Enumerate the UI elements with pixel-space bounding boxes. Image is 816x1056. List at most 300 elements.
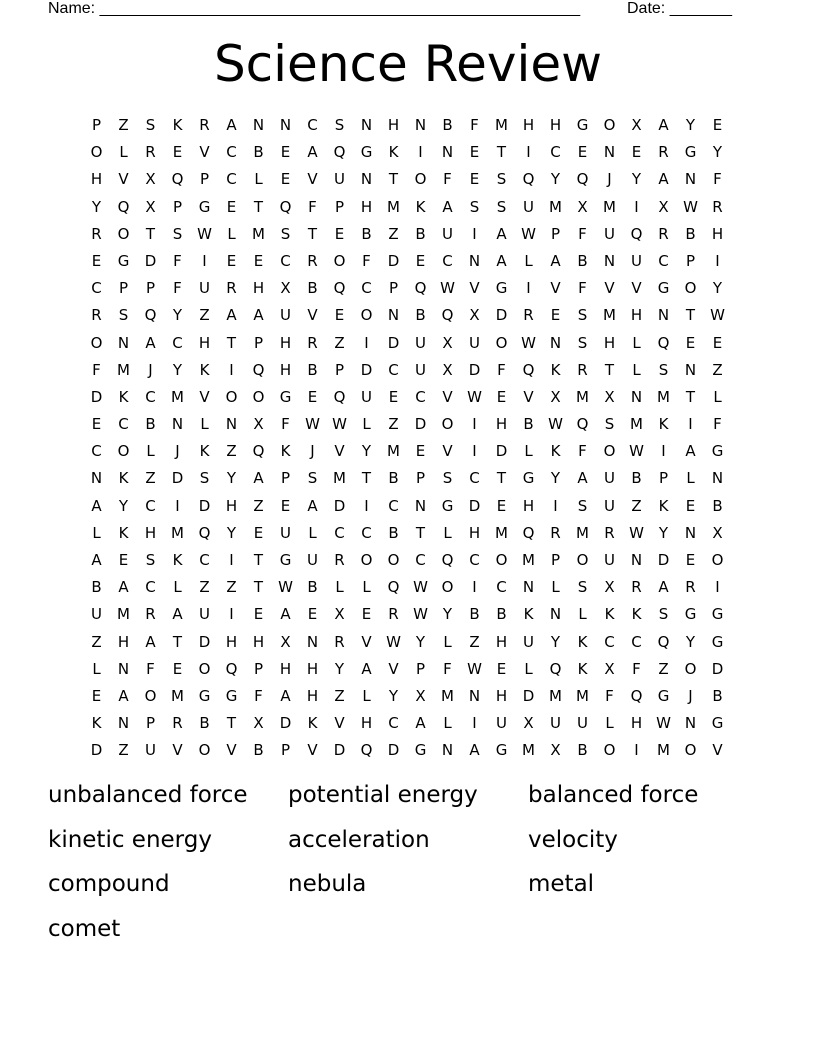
- grid-letter[interactable]: C: [658, 251, 669, 270]
- grid-letter[interactable]: S: [577, 333, 588, 352]
- grid-letter[interactable]: A: [577, 469, 588, 488]
- grid-letter[interactable]: P: [550, 551, 561, 569]
- grid-letter[interactable]: P: [415, 659, 426, 678]
- grid-letter[interactable]: O: [117, 224, 130, 243]
- grid-letter[interactable]: Q: [522, 523, 535, 542]
- grid-letter[interactable]: H: [90, 170, 103, 189]
- grid-letter[interactable]: J: [175, 442, 180, 461]
- grid-letter[interactable]: N: [630, 387, 643, 406]
- grid-letter[interactable]: H: [468, 523, 481, 542]
- grid-letter[interactable]: U: [604, 469, 615, 488]
- grid-letter[interactable]: E: [172, 143, 183, 162]
- grid-letter[interactable]: W: [440, 279, 455, 298]
- grid-letter[interactable]: N: [603, 143, 616, 162]
- grid-letter[interactable]: V: [226, 741, 237, 760]
- grid-letter[interactable]: Z: [712, 360, 723, 379]
- grid-letter[interactable]: R: [145, 605, 156, 624]
- grid-letter[interactable]: O: [198, 741, 211, 760]
- grid-letter[interactable]: C: [91, 279, 102, 298]
- grid-letter[interactable]: P: [118, 279, 129, 298]
- grid-letter[interactable]: F: [578, 442, 587, 461]
- grid-letter[interactable]: C: [361, 523, 372, 542]
- grid-letter[interactable]: B: [388, 523, 399, 542]
- grid-letter[interactable]: Q: [252, 360, 265, 379]
- grid-letter[interactable]: B: [199, 714, 210, 733]
- grid-letter[interactable]: A: [469, 741, 480, 760]
- grid-letter[interactable]: N: [279, 116, 292, 134]
- grid-letter[interactable]: N: [657, 306, 670, 325]
- grid-letter[interactable]: D: [279, 714, 292, 733]
- grid-letter[interactable]: O: [684, 279, 697, 298]
- grid-letter[interactable]: C: [91, 442, 102, 461]
- grid-letter[interactable]: N: [549, 333, 562, 352]
- grid-letter[interactable]: A: [442, 197, 453, 216]
- grid-letter[interactable]: O: [603, 116, 616, 134]
- grid-letter[interactable]: A: [226, 306, 237, 325]
- grid-letter[interactable]: Y: [685, 116, 696, 134]
- grid-letter[interactable]: P: [685, 251, 696, 270]
- grid-letter[interactable]: D: [657, 551, 670, 569]
- grid-letter[interactable]: S: [577, 306, 588, 325]
- grid-letter[interactable]: L: [254, 170, 263, 189]
- grid-letter[interactable]: P: [145, 714, 156, 733]
- grid-letter[interactable]: K: [280, 442, 291, 461]
- grid-letter[interactable]: O: [441, 578, 454, 597]
- grid-letter[interactable]: K: [172, 551, 183, 569]
- grid-letter[interactable]: M: [657, 741, 670, 760]
- grid-letter[interactable]: O: [225, 387, 238, 406]
- grid-letter[interactable]: H: [522, 116, 535, 134]
- grid-letter[interactable]: W: [467, 659, 482, 678]
- grid-letter[interactable]: X: [712, 523, 723, 542]
- grid-letter[interactable]: H: [522, 496, 535, 515]
- grid-letter[interactable]: P: [253, 333, 264, 352]
- grid-letter[interactable]: B: [415, 306, 426, 325]
- grid-letter[interactable]: A: [145, 632, 156, 651]
- grid-letter[interactable]: V: [604, 279, 615, 298]
- grid-letter[interactable]: G: [684, 143, 697, 162]
- grid-letter[interactable]: L: [632, 333, 641, 352]
- grid-letter[interactable]: N: [360, 116, 373, 134]
- grid-letter[interactable]: H: [387, 116, 400, 134]
- grid-letter[interactable]: T: [253, 551, 264, 569]
- grid-letter[interactable]: M: [333, 469, 346, 488]
- grid-letter[interactable]: H: [495, 415, 508, 434]
- grid-letter[interactable]: V: [442, 442, 453, 461]
- grid-letter[interactable]: W: [629, 523, 644, 542]
- grid-letter[interactable]: B: [388, 469, 399, 488]
- grid-letter[interactable]: K: [577, 632, 588, 651]
- grid-letter[interactable]: H: [306, 659, 319, 678]
- grid-letter[interactable]: P: [172, 197, 183, 216]
- grid-letter[interactable]: T: [253, 578, 264, 597]
- grid-letter[interactable]: E: [577, 143, 588, 162]
- grid-letter[interactable]: I: [526, 143, 531, 162]
- grid-letter[interactable]: M: [603, 197, 616, 216]
- grid-letter[interactable]: R: [658, 224, 669, 243]
- grid-letter[interactable]: E: [91, 415, 102, 434]
- grid-letter[interactable]: Z: [334, 686, 345, 705]
- grid-letter[interactable]: E: [685, 333, 696, 352]
- grid-letter[interactable]: P: [658, 469, 669, 488]
- grid-letter[interactable]: T: [496, 469, 507, 488]
- grid-letter[interactable]: F: [146, 659, 155, 678]
- grid-letter[interactable]: G: [657, 686, 670, 705]
- grid-letter[interactable]: Q: [630, 686, 643, 705]
- grid-letter[interactable]: U: [496, 714, 507, 733]
- grid-letter[interactable]: W: [683, 197, 698, 216]
- grid-letter[interactable]: L: [443, 714, 452, 733]
- grid-letter[interactable]: V: [307, 306, 318, 325]
- grid-letter[interactable]: L: [524, 442, 533, 461]
- grid-letter[interactable]: Q: [333, 143, 346, 162]
- grid-letter[interactable]: A: [658, 578, 669, 597]
- grid-letter[interactable]: C: [199, 551, 210, 569]
- grid-letter[interactable]: X: [631, 116, 642, 134]
- grid-letter[interactable]: D: [468, 360, 481, 379]
- grid-letter[interactable]: Q: [657, 632, 670, 651]
- grid-letter[interactable]: C: [145, 578, 156, 597]
- grid-letter[interactable]: T: [685, 387, 696, 406]
- grid-letter[interactable]: E: [712, 116, 723, 134]
- grid-letter[interactable]: N: [630, 551, 643, 569]
- grid-letter[interactable]: F: [605, 686, 614, 705]
- grid-letter[interactable]: J: [688, 686, 693, 705]
- grid-letter[interactable]: P: [334, 197, 345, 216]
- grid-letter[interactable]: F: [173, 251, 182, 270]
- grid-letter[interactable]: N: [684, 170, 697, 189]
- grid-letter[interactable]: I: [661, 442, 666, 461]
- grid-letter[interactable]: W: [521, 333, 536, 352]
- grid-letter[interactable]: W: [521, 224, 536, 243]
- grid-letter[interactable]: T: [415, 523, 426, 542]
- grid-letter[interactable]: A: [307, 143, 318, 162]
- grid-letter[interactable]: X: [253, 415, 264, 434]
- grid-letter[interactable]: G: [225, 686, 238, 705]
- grid-letter[interactable]: Z: [658, 659, 669, 678]
- grid-letter[interactable]: R: [523, 306, 534, 325]
- grid-letter[interactable]: G: [711, 605, 724, 624]
- grid-letter[interactable]: M: [171, 387, 184, 406]
- grid-letter[interactable]: C: [334, 523, 345, 542]
- grid-letter[interactable]: F: [254, 686, 263, 705]
- grid-letter[interactable]: F: [173, 279, 182, 298]
- grid-letter[interactable]: B: [307, 279, 318, 298]
- grid-letter[interactable]: B: [91, 578, 102, 597]
- grid-letter[interactable]: I: [364, 496, 369, 515]
- grid-letter[interactable]: O: [684, 659, 697, 678]
- grid-letter[interactable]: G: [198, 686, 211, 705]
- grid-letter[interactable]: Z: [226, 578, 237, 597]
- grid-letter[interactable]: H: [360, 197, 373, 216]
- grid-letter[interactable]: O: [414, 170, 427, 189]
- grid-letter[interactable]: T: [388, 170, 399, 189]
- grid-letter[interactable]: G: [657, 279, 670, 298]
- grid-letter[interactable]: J: [148, 360, 153, 379]
- grid-letter[interactable]: C: [442, 251, 453, 270]
- grid-letter[interactable]: W: [386, 632, 401, 651]
- grid-letter[interactable]: Q: [576, 170, 589, 189]
- grid-letter[interactable]: I: [715, 251, 720, 270]
- grid-letter[interactable]: A: [307, 496, 318, 515]
- grid-letter[interactable]: L: [605, 714, 614, 733]
- grid-letter[interactable]: E: [469, 143, 480, 162]
- grid-letter[interactable]: R: [388, 605, 399, 624]
- grid-letter[interactable]: Q: [387, 578, 400, 597]
- grid-letter[interactable]: X: [145, 197, 156, 216]
- grid-letter[interactable]: C: [415, 551, 426, 569]
- grid-letter[interactable]: I: [229, 605, 234, 624]
- grid-letter[interactable]: D: [333, 741, 346, 760]
- grid-letter[interactable]: I: [715, 578, 720, 597]
- grid-letter[interactable]: U: [307, 551, 318, 569]
- grid-letter[interactable]: H: [252, 279, 265, 298]
- grid-letter[interactable]: B: [577, 741, 588, 760]
- grid-letter[interactable]: Y: [226, 523, 237, 542]
- grid-letter[interactable]: O: [711, 551, 724, 569]
- grid-letter[interactable]: C: [226, 143, 237, 162]
- grid-letter[interactable]: E: [415, 251, 426, 270]
- grid-letter[interactable]: D: [198, 496, 211, 515]
- grid-letter[interactable]: F: [578, 224, 587, 243]
- grid-letter[interactable]: Z: [199, 578, 210, 597]
- grid-letter[interactable]: R: [712, 197, 723, 216]
- grid-letter[interactable]: F: [713, 170, 722, 189]
- grid-letter[interactable]: U: [550, 714, 561, 733]
- grid-letter[interactable]: Q: [441, 551, 454, 569]
- grid-letter[interactable]: L: [632, 360, 641, 379]
- grid-letter[interactable]: B: [415, 224, 426, 243]
- grid-letter[interactable]: O: [90, 143, 103, 162]
- grid-letter[interactable]: R: [145, 143, 156, 162]
- grid-letter[interactable]: Q: [360, 741, 373, 760]
- grid-letter[interactable]: L: [119, 143, 128, 162]
- grid-letter[interactable]: O: [198, 659, 211, 678]
- grid-letter[interactable]: K: [91, 714, 102, 733]
- grid-letter[interactable]: L: [92, 659, 101, 678]
- grid-letter[interactable]: R: [91, 306, 102, 325]
- grid-letter[interactable]: X: [604, 578, 615, 597]
- grid-letter[interactable]: I: [202, 251, 207, 270]
- grid-letter[interactable]: C: [388, 714, 399, 733]
- grid-letter[interactable]: K: [307, 714, 318, 733]
- grid-letter[interactable]: D: [198, 632, 211, 651]
- grid-letter[interactable]: I: [688, 415, 693, 434]
- grid-letter[interactable]: A: [91, 551, 102, 569]
- grid-letter[interactable]: X: [523, 714, 534, 733]
- grid-letter[interactable]: B: [523, 415, 534, 434]
- grid-letter[interactable]: A: [253, 306, 264, 325]
- grid-letter[interactable]: H: [306, 686, 319, 705]
- grid-letter[interactable]: X: [280, 279, 291, 298]
- grid-letter[interactable]: E: [631, 143, 642, 162]
- grid-letter[interactable]: S: [280, 224, 291, 243]
- grid-letter[interactable]: L: [713, 387, 722, 406]
- grid-letter[interactable]: X: [604, 659, 615, 678]
- grid-letter[interactable]: T: [226, 714, 237, 733]
- grid-letter[interactable]: V: [199, 143, 210, 162]
- grid-letter[interactable]: X: [550, 741, 561, 760]
- grid-letter[interactable]: D: [387, 333, 400, 352]
- grid-letter[interactable]: I: [634, 197, 639, 216]
- grid-letter[interactable]: W: [467, 387, 482, 406]
- grid-letter[interactable]: E: [253, 251, 264, 270]
- grid-letter[interactable]: S: [577, 578, 588, 597]
- grid-letter[interactable]: S: [145, 551, 156, 569]
- grid-letter[interactable]: D: [387, 251, 400, 270]
- grid-letter[interactable]: M: [549, 686, 562, 705]
- grid-letter[interactable]: C: [361, 279, 372, 298]
- grid-letter[interactable]: Y: [118, 496, 129, 515]
- grid-letter[interactable]: N: [117, 333, 130, 352]
- grid-letter[interactable]: Z: [334, 333, 345, 352]
- grid-letter[interactable]: S: [577, 496, 588, 515]
- grid-letter[interactable]: U: [334, 170, 345, 189]
- grid-letter[interactable]: K: [550, 360, 561, 379]
- grid-letter[interactable]: A: [118, 578, 129, 597]
- grid-letter[interactable]: C: [631, 632, 642, 651]
- grid-letter[interactable]: E: [172, 659, 183, 678]
- grid-letter[interactable]: A: [415, 714, 426, 733]
- grid-letter[interactable]: B: [685, 224, 696, 243]
- grid-letter[interactable]: X: [280, 632, 291, 651]
- grid-letter[interactable]: C: [118, 415, 129, 434]
- grid-letter[interactable]: K: [118, 523, 129, 542]
- grid-letter[interactable]: G: [414, 741, 427, 760]
- grid-letter[interactable]: U: [523, 197, 534, 216]
- grid-letter[interactable]: Y: [631, 170, 642, 189]
- grid-letter[interactable]: D: [171, 469, 184, 488]
- grid-letter[interactable]: B: [577, 251, 588, 270]
- grid-letter[interactable]: V: [199, 387, 210, 406]
- grid-letter[interactable]: K: [172, 116, 183, 134]
- grid-letter[interactable]: W: [548, 415, 563, 434]
- grid-letter[interactable]: G: [360, 143, 373, 162]
- grid-letter[interactable]: M: [387, 442, 400, 461]
- grid-letter[interactable]: Q: [522, 170, 535, 189]
- grid-letter[interactable]: E: [280, 496, 291, 515]
- grid-letter[interactable]: U: [415, 333, 426, 352]
- grid-letter[interactable]: K: [118, 469, 129, 488]
- grid-letter[interactable]: K: [415, 197, 426, 216]
- grid-letter[interactable]: L: [200, 415, 209, 434]
- grid-letter[interactable]: L: [524, 659, 533, 678]
- name-field[interactable]: Name: ______________________________________________________: [48, 0, 581, 17]
- grid-letter[interactable]: M: [657, 387, 670, 406]
- grid-letter[interactable]: I: [634, 741, 639, 760]
- grid-letter[interactable]: U: [469, 333, 480, 352]
- grid-letter[interactable]: W: [413, 578, 428, 597]
- grid-letter[interactable]: Q: [333, 387, 346, 406]
- grid-letter[interactable]: L: [227, 224, 236, 243]
- grid-letter[interactable]: H: [495, 686, 508, 705]
- grid-letter[interactable]: O: [495, 333, 508, 352]
- grid-letter[interactable]: N: [603, 251, 616, 270]
- grid-letter[interactable]: E: [685, 496, 696, 515]
- grid-letter[interactable]: D: [495, 306, 508, 325]
- grid-letter[interactable]: B: [145, 415, 156, 434]
- grid-letter[interactable]: S: [442, 469, 453, 488]
- grid-letter[interactable]: L: [92, 523, 101, 542]
- grid-letter[interactable]: M: [495, 523, 508, 542]
- grid-letter[interactable]: O: [90, 333, 103, 352]
- grid-letter[interactable]: D: [468, 496, 481, 515]
- grid-letter[interactable]: H: [279, 659, 292, 678]
- grid-letter[interactable]: X: [442, 333, 453, 352]
- grid-letter[interactable]: Y: [658, 523, 669, 542]
- grid-letter[interactable]: E: [91, 686, 102, 705]
- grid-letter[interactable]: V: [712, 741, 723, 760]
- grid-letter[interactable]: G: [117, 251, 130, 270]
- grid-letter[interactable]: G: [279, 551, 292, 569]
- grid-letter[interactable]: G: [522, 469, 535, 488]
- grid-letter[interactable]: N: [90, 469, 103, 488]
- grid-letter[interactable]: C: [145, 387, 156, 406]
- grid-letter[interactable]: N: [441, 741, 454, 760]
- grid-letter[interactable]: A: [91, 496, 102, 515]
- grid-letter[interactable]: R: [172, 714, 183, 733]
- grid-letter[interactable]: V: [307, 741, 318, 760]
- grid-letter[interactable]: M: [117, 605, 130, 624]
- grid-letter[interactable]: K: [523, 605, 534, 624]
- grid-letter[interactable]: D: [414, 415, 427, 434]
- grid-letter[interactable]: U: [442, 224, 453, 243]
- grid-letter[interactable]: S: [496, 170, 507, 189]
- grid-letter[interactable]: Z: [145, 469, 156, 488]
- grid-letter[interactable]: A: [172, 605, 183, 624]
- grid-letter[interactable]: R: [631, 578, 642, 597]
- grid-letter[interactable]: W: [305, 415, 320, 434]
- grid-letter[interactable]: L: [443, 632, 452, 651]
- grid-letter[interactable]: S: [199, 469, 210, 488]
- grid-letter[interactable]: Z: [469, 632, 480, 651]
- grid-letter[interactable]: U: [199, 279, 210, 298]
- grid-letter[interactable]: E: [91, 251, 102, 270]
- grid-letter[interactable]: P: [280, 741, 291, 760]
- grid-letter[interactable]: E: [226, 197, 237, 216]
- grid-letter[interactable]: S: [334, 116, 345, 134]
- grid-letter[interactable]: D: [333, 496, 346, 515]
- grid-letter[interactable]: F: [92, 360, 101, 379]
- grid-letter[interactable]: E: [307, 605, 318, 624]
- grid-letter[interactable]: U: [604, 551, 615, 569]
- grid-letter[interactable]: G: [711, 632, 724, 651]
- grid-letter[interactable]: K: [199, 442, 210, 461]
- grid-letter[interactable]: E: [550, 306, 561, 325]
- grid-letter[interactable]: Z: [388, 224, 399, 243]
- grid-letter[interactable]: O: [441, 415, 454, 434]
- grid-letter[interactable]: D: [495, 442, 508, 461]
- grid-letter[interactable]: L: [551, 578, 560, 597]
- grid-letter[interactable]: P: [334, 360, 345, 379]
- grid-letter[interactable]: T: [361, 469, 372, 488]
- grid-letter[interactable]: E: [280, 170, 291, 189]
- grid-letter[interactable]: E: [361, 605, 372, 624]
- grid-letter[interactable]: M: [117, 360, 130, 379]
- grid-letter[interactable]: M: [522, 551, 535, 569]
- grid-letter[interactable]: K: [199, 360, 210, 379]
- grid-letter[interactable]: H: [279, 333, 292, 352]
- grid-letter[interactable]: Y: [442, 605, 453, 624]
- grid-letter[interactable]: S: [118, 306, 129, 325]
- grid-letter[interactable]: G: [279, 387, 292, 406]
- grid-letter[interactable]: X: [415, 686, 426, 705]
- grid-letter[interactable]: C: [550, 143, 561, 162]
- grid-letter[interactable]: F: [470, 116, 479, 134]
- grid-letter[interactable]: L: [362, 686, 371, 705]
- grid-letter[interactable]: H: [549, 116, 562, 134]
- grid-letter[interactable]: B: [307, 578, 318, 597]
